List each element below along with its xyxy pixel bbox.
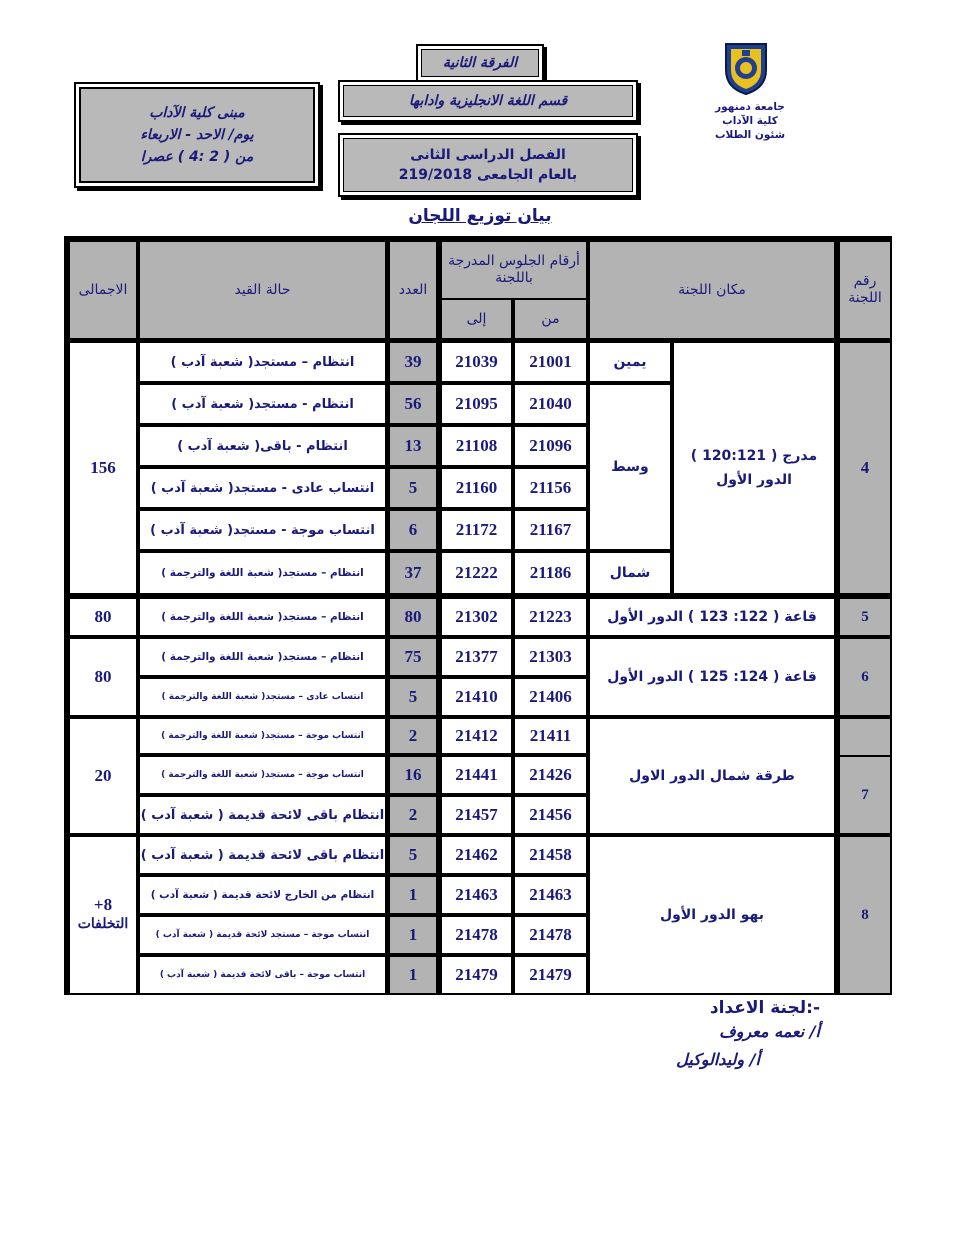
row-10-to: 21412 xyxy=(442,719,511,753)
row-5-status: انتساب موجة - مستجد( شعبة آدب ) xyxy=(140,511,385,549)
committee-table xyxy=(64,236,892,995)
building-line2: يوم/ الاحد - الاربعاء xyxy=(140,127,254,143)
university-name: جامعة دمنهور xyxy=(715,101,785,113)
semester-line1: الفصل الدراسى الثانى xyxy=(410,147,566,163)
row-9-to: 21410 xyxy=(442,679,511,715)
row-6-from: 21186 xyxy=(515,553,586,593)
building-time-box xyxy=(74,82,320,188)
row-1-to: 21039 xyxy=(442,343,511,381)
level-box xyxy=(416,44,544,82)
header-count: العدد xyxy=(390,242,436,338)
total-committee-6: 80 xyxy=(70,639,136,715)
row-8-status: انتظام – مستجد( شعبة اللغة والترجمة ) xyxy=(140,639,385,675)
row-7-to: 21302 xyxy=(442,599,511,635)
university-info xyxy=(696,100,804,142)
total-8-line1: +8 xyxy=(93,895,113,914)
row-11-from: 21426 xyxy=(515,757,586,793)
location-committee-7: طرقة شمال الدور الاول xyxy=(590,719,834,833)
preparer-name-2: أ/ وليدالوكيل xyxy=(676,1050,760,1069)
row-8-to: 21377 xyxy=(442,639,511,675)
row-7-from: 21223 xyxy=(515,599,586,635)
building-line3: من ( 2 :4 ) عصرا xyxy=(140,149,254,165)
row-3-count: 13 xyxy=(390,427,436,465)
row-4-status: انتساب عادى - مستجد( شعبة آدب ) xyxy=(140,469,385,507)
row-16-status: انتساب موجة – باقى لائحة قديمة ( شعبة آدب ) xyxy=(140,957,385,993)
location-committee-6: قاعة ( 124: 125 ) الدور الأول xyxy=(590,639,834,715)
total-committee-7: 20 xyxy=(70,719,136,833)
row-12-to: 21457 xyxy=(442,797,511,833)
header-location: مكان اللجنة xyxy=(590,242,834,338)
row-14-status: انتظام من الخارج لائحة قديمة ( شعبة آدب ) xyxy=(140,877,385,913)
row-4-from: 21156 xyxy=(515,469,586,507)
row-12-status: انتظام باقى لائحة قديمة ( شعبة آدب ) xyxy=(140,797,385,833)
total-committee-4: 156 xyxy=(70,343,136,593)
row-2-from: 21040 xyxy=(515,385,586,423)
side-right: يمين xyxy=(590,343,670,381)
location-committee-8: بهو الدور الأول xyxy=(590,837,834,993)
total-committee-8 xyxy=(70,837,136,993)
row-6-status: انتظام – مستجد( شعبة اللغة والترجمة ) xyxy=(140,553,385,593)
prepared-by-label: لجنة الاعداد:- xyxy=(709,998,820,1018)
row-2-count: 56 xyxy=(390,385,436,423)
row-14-to: 21463 xyxy=(442,877,511,913)
row-6-to: 21222 xyxy=(442,553,511,593)
side-left: شمال xyxy=(590,553,670,593)
row-8-count: 75 xyxy=(390,639,436,675)
row-5-from: 21167 xyxy=(515,511,586,549)
level-label: الفرقة الثانية xyxy=(421,49,539,77)
semester-box xyxy=(338,133,638,197)
committee-no-blank xyxy=(840,719,890,755)
row-4-to: 21160 xyxy=(442,469,511,507)
row-3-from: 21096 xyxy=(515,427,586,465)
table-title: بيان توزيع اللجان xyxy=(408,206,552,226)
committee-no-7: 7 xyxy=(840,757,890,833)
row-7-status: انتظام – مستجد( شعبة اللغة والترجمة ) xyxy=(140,599,385,635)
row-16-from: 21479 xyxy=(515,957,586,993)
row-4-count: 5 xyxy=(390,469,436,507)
department-box xyxy=(338,80,638,122)
faculty-name: كلية الآداب xyxy=(722,115,778,127)
row-13-status: انتظام باقى لائحة قديمة ( شعبة آدب ) xyxy=(140,837,385,873)
total-8-line2: التخلفات xyxy=(77,917,129,932)
building-line1: مبنى كلية الآداب xyxy=(149,105,245,121)
location-committee-5: قاعة ( 122: 123 ) الدور الأول xyxy=(590,599,834,635)
row-2-to: 21095 xyxy=(442,385,511,423)
semester-line2: بالعام الجامعى 219/2018 xyxy=(398,167,578,183)
row-9-count: 5 xyxy=(390,679,436,715)
row-13-count: 5 xyxy=(390,837,436,873)
row-3-to: 21108 xyxy=(442,427,511,465)
row-16-to: 21479 xyxy=(442,957,511,993)
row-15-status: انتساب موجة – مستجد لائحة قديمة ( شعبة آدب ) xyxy=(140,917,385,953)
location-4-line1: مدرج ( 120:121 ) xyxy=(690,448,818,464)
row-16-count: 1 xyxy=(390,957,436,993)
row-10-from: 21411 xyxy=(515,719,586,753)
row-12-count: 2 xyxy=(390,797,436,833)
committee-no-8: 8 xyxy=(840,837,890,993)
preparer-name-1: أ/ نعمه معروف xyxy=(719,1022,820,1041)
row-14-from: 21463 xyxy=(515,877,586,913)
university-crest-icon xyxy=(718,40,774,96)
header-total: الاجمالى xyxy=(70,242,136,338)
row-3-status: انتظام - باقى( شعبة آدب ) xyxy=(140,427,385,465)
location-committee-4 xyxy=(674,343,834,593)
row-10-count: 2 xyxy=(390,719,436,753)
row-11-to: 21441 xyxy=(442,757,511,793)
row-1-from: 21001 xyxy=(515,343,586,381)
office-name: شئون الطلاب xyxy=(714,129,786,141)
row-5-to: 21172 xyxy=(442,511,511,549)
row-14-count: 1 xyxy=(390,877,436,913)
committee-no-6: 6 xyxy=(840,639,890,715)
committee-no-5: 5 xyxy=(840,599,890,635)
row-10-status: انتساب موجة – مستجد( شعبة اللغة والترجمة ) xyxy=(140,719,385,753)
row-11-status: انتساب موجة – مستجد( شعبة اللغة والترجمة ) xyxy=(140,757,385,793)
row-15-from: 21478 xyxy=(515,917,586,953)
header-status: حالة القيد xyxy=(140,242,385,338)
header-committee-no: رقم اللجنة xyxy=(840,242,890,338)
row-1-count: 39 xyxy=(390,343,436,381)
side-middle: وسط xyxy=(590,385,670,549)
row-12-from: 21456 xyxy=(515,797,586,833)
department-label: قسم اللغة الانجليزية وادابها xyxy=(343,85,633,117)
row-6-count: 37 xyxy=(390,553,436,593)
row-11-count: 16 xyxy=(390,757,436,793)
committee-no-4: 4 xyxy=(840,343,890,593)
row-15-count: 1 xyxy=(390,917,436,953)
header-to: إلى xyxy=(442,300,511,338)
row-2-status: انتظام - مستجد( شعبة آدب ) xyxy=(140,385,385,423)
header-seat-numbers: أرقام الجلوس المدرجة باللجنة xyxy=(442,242,586,298)
row-13-from: 21458 xyxy=(515,837,586,873)
header-from: من xyxy=(515,300,586,338)
row-9-status: انتساب عادى – مستجد( شعبة اللغة والترجمة ) xyxy=(140,679,385,715)
row-7-count: 80 xyxy=(390,599,436,635)
location-4-line2: الدور الأول xyxy=(716,472,792,488)
row-15-to: 21478 xyxy=(442,917,511,953)
row-1-status: انتظام – مستجد( شعبة آدب ) xyxy=(140,343,385,381)
row-8-from: 21303 xyxy=(515,639,586,675)
total-committee-5: 80 xyxy=(70,599,136,635)
row-9-from: 21406 xyxy=(515,679,586,715)
row-13-to: 21462 xyxy=(442,837,511,873)
row-5-count: 6 xyxy=(390,511,436,549)
